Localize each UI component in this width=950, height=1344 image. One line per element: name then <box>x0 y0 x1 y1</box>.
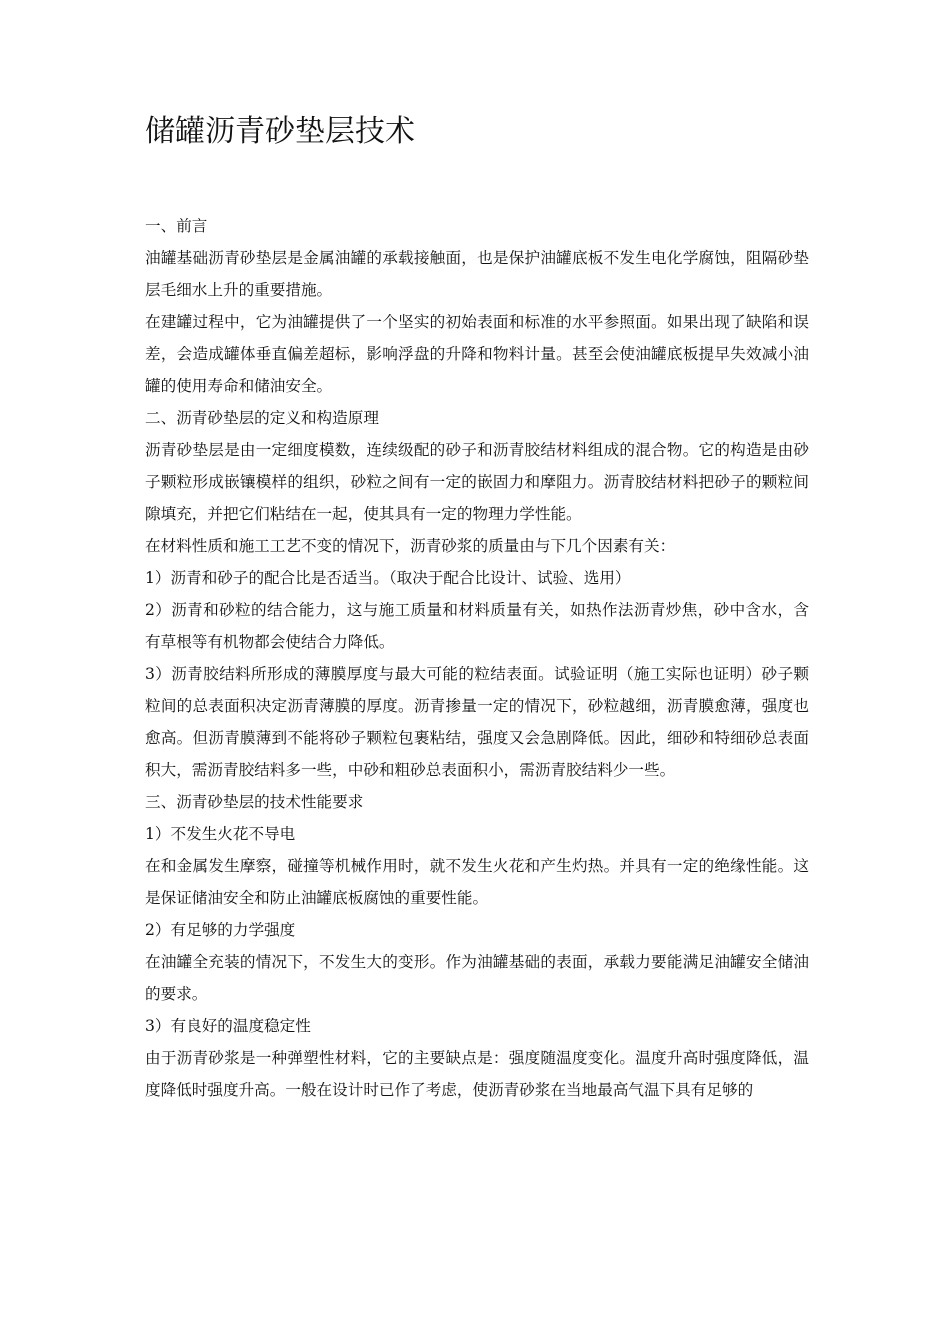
section-heading-preface: 一、前言 <box>145 217 208 235</box>
subheading: 3）有良好的温度稳定性 <box>145 1017 311 1035</box>
document-page <box>145 112 809 1106</box>
paragraph: 在建罐过程中，它为油罐提供了一个坚实的初始表面和标准的水平参照面。如果出现了缺陷和误差，会造成罐体垂直偏差超标，影响浮盘的升降和物料计量。甚至会使油罐底板提早失效减小油罐的使用寿命和储油安全。 <box>145 313 809 395</box>
paragraph: 在油罐全充装的情况下，不发生大的变形。作为油罐基础的表面，承载力要能满足油罐安全储油的要求。 <box>145 953 809 1003</box>
paragraph: 由于沥青砂浆是一种弹塑性材料，它的主要缺点是：强度随温度变化。温度升高时强度降低，温度降低时强度升高。一般在设计时已作了考虑，使沥青砂浆在当地最高气温下具有足够的 <box>145 1049 809 1099</box>
list-item: 3）沥青胶结料所形成的薄膜厚度与最大可能的粒结表面。试验证明（施工实际也证明）砂子颗粒间的总表面积决定沥青薄膜的厚度。沥青掺量一定的情况下，砂粒越细，沥青膜愈薄，强度也愈高。但沥青膜薄到不能将砂子颗粒包裹粘结，强度又会急剧降低。因此，细砂和特细砂总表面积大，需沥青胶结料多一些，中砂和粗砂总表面积小，需沥青胶结料少一些。 <box>145 665 809 779</box>
paragraph: 在材料性质和施工工艺不变的情况下，沥青砂浆的质量由与下几个因素有关： <box>145 537 676 555</box>
subheading: 1）不发生火花不导电 <box>145 825 296 843</box>
list-item: 1）沥青和砂子的配合比是否适当。（取决于配合比设计、试验、选用） <box>145 569 631 587</box>
document-title: 储罐沥青砂垫层技术 <box>145 114 415 149</box>
paragraph: 沥青砂垫层是由一定细度模数，连续级配的砂子和沥青胶结材料组成的混合物。它的构造是由砂子颗粒形成嵌镶模样的组织，砂粒之间有一定的嵌固力和摩阻力。沥青胶结材料把砂子的颗粒间隙填充，并把它们粘结在一起，使其具有一定的物理力学性能。 <box>145 441 809 523</box>
section-heading-requirements: 三、沥青砂垫层的技术性能要求 <box>145 793 364 811</box>
subheading: 2）有足够的力学强度 <box>145 921 296 939</box>
paragraph: 在和金属发生摩察，碰撞等机械作用时，就不发生火花和产生灼热。并具有一定的绝缘性能。这是保证储油安全和防止油罐底板腐蚀的重要性能。 <box>145 857 809 907</box>
paragraph: 油罐基础沥青砂垫层是金属油罐的承载接触面，也是保护油罐底板不发生电化学腐蚀，阻隔砂垫层毛细水上升的重要措施。 <box>145 249 809 299</box>
section-heading-definition: 二、沥青砂垫层的定义和构造原理 <box>145 409 379 427</box>
list-item: 2）沥青和砂粒的结合能力，这与施工质量和材料质量有关，如热作法沥青炒焦，砂中含水，含有草根等有机物都会使结合力降低。 <box>145 601 809 651</box>
